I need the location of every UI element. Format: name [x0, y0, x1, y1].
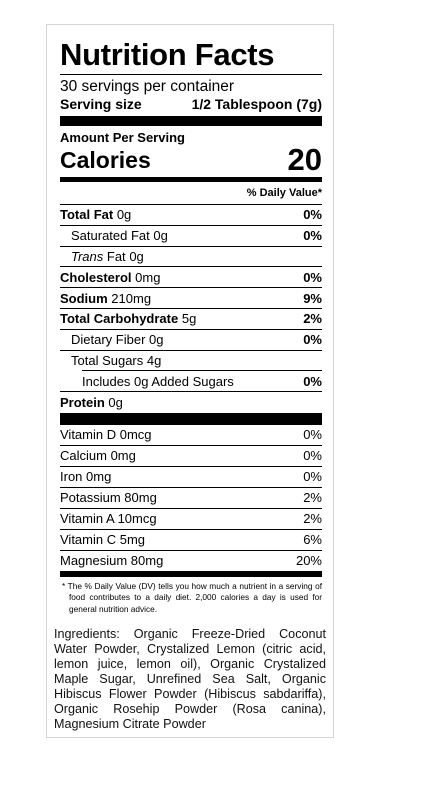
vitamin-dv: 0%	[303, 448, 322, 464]
nutrient-name: Total Sugars	[71, 353, 144, 369]
daily-value-footnote: * The % Daily Value (DV) tells you how much a nutrient in a serving of food contributes to a daily diet. 2,000 calories a day is used for general nutrition advice.	[62, 580, 322, 614]
vitamin-row	[60, 425, 322, 446]
nutrient-row-total-sugars	[60, 351, 322, 372]
nutrient-row-trans-fat	[60, 247, 322, 268]
nutrient-amount: 0g	[108, 395, 123, 411]
vitamin-name: Calcium 0mg	[60, 448, 136, 464]
nutrient-name: Cholesterol	[60, 269, 132, 285]
nutrient-dv: 0%	[303, 332, 322, 348]
vitamin-name: Vitamin D 0mcg	[60, 427, 152, 443]
nutrient-amount: 4g	[146, 353, 162, 369]
vitamin-name: Iron 0mg	[60, 469, 112, 485]
ingredients-text: Ingredients: Organic Freeze-Dried Coconut Water Powder, Crystalized Lemon (citric acid, lemon juice, lemon oil), Organic Crystalized Maple Sugar, Unrefined Sea Salt, Organic Hibiscus Flower Powder (Hibiscus sabdariffa), Organic Rosehip Powder (Rosa canina), Magnesium Citrate Powder	[54, 627, 326, 731]
vitamin-row	[60, 488, 322, 509]
nutrient-row-total-fat	[60, 205, 322, 226]
vitamin-name: Vitamin C 5mg	[60, 532, 146, 548]
vitamin-row	[60, 551, 322, 572]
vitamin-name: Vitamin A 10mcg	[60, 511, 157, 527]
nutrient-amount: 0mg	[135, 269, 161, 285]
nutrient-row-cholesterol	[60, 267, 322, 288]
calories-value: 20	[287, 142, 322, 177]
vitamin-name: Magnesium 80mg	[60, 553, 164, 569]
nutrient-name: Total Carbohydrate	[60, 311, 179, 327]
vitamin-row	[60, 509, 322, 530]
nutrient-amount: 5g	[181, 311, 197, 327]
nutrient-name: Fat	[106, 248, 126, 264]
nutrient-dv: 9%	[303, 290, 322, 306]
thick-divider	[60, 116, 322, 126]
medium-divider	[60, 572, 322, 577]
nutrient-dv: 0%	[303, 269, 322, 285]
thick-divider	[60, 413, 322, 425]
serving-size-label: Serving size	[60, 96, 142, 112]
vitamin-row	[60, 467, 322, 488]
nutrient-name: Protein	[60, 395, 105, 411]
nutrient-amount: 0g	[116, 207, 132, 223]
nutrient-row-added-sugars	[60, 371, 322, 392]
nutrition-card	[46, 24, 334, 738]
serving-size-value: 1/2 Tablespoon (7g)	[191, 96, 322, 112]
label-title: Nutrition Facts	[60, 38, 322, 75]
nutrient-row-sodium	[60, 288, 322, 309]
nutrition-facts-label	[60, 38, 322, 615]
vitamin-dv: 20%	[295, 553, 322, 569]
nutrient-name: Total Fat	[60, 207, 114, 223]
servings-per-container: 30 servings per container	[60, 78, 235, 95]
vitamin-dv: 6%	[303, 532, 322, 548]
nutrient-row-protein	[60, 392, 322, 413]
nutrient-row-dietary-fiber	[60, 330, 322, 351]
vitamin-dv: 2%	[303, 511, 322, 527]
nutrient-amount: 0g	[129, 248, 144, 264]
amount-per-serving: Amount Per Serving	[60, 130, 185, 145]
nutrient-row-saturated-fat	[60, 226, 322, 247]
calories-row	[60, 142, 322, 177]
vitamin-dv: 0%	[303, 469, 322, 485]
nutrient-amount: 210mg	[111, 290, 152, 306]
daily-value-header: % Daily Value*	[60, 182, 322, 205]
vitamin-dv: 2%	[303, 490, 322, 506]
nutrient-amount: 0g	[149, 332, 164, 348]
nutrient-dv: 0%	[303, 373, 322, 389]
nutrient-dv: 0%	[303, 207, 322, 223]
vitamin-row	[60, 530, 322, 551]
vitamin-name: Potassium 80mg	[60, 490, 157, 506]
nutrient-dv: 0%	[303, 228, 322, 244]
nutrient-name: Includes 0g Added Sugars	[82, 373, 234, 389]
nutrient-name: Dietary Fiber	[71, 332, 146, 348]
nutrient-row-total-carbohydrate	[60, 309, 322, 330]
nutrient-amount: 0g	[153, 228, 168, 244]
nutrient-name-italic: Trans	[71, 248, 104, 264]
serving-size-row	[60, 96, 322, 116]
nutrient-dv: 2%	[303, 311, 322, 327]
vitamin-row	[60, 446, 322, 467]
nutrient-name: Sodium	[60, 290, 108, 306]
calories-label: Calories	[60, 147, 151, 173]
vitamin-dv: 0%	[303, 427, 322, 443]
nutrient-name: Saturated Fat	[71, 228, 150, 244]
